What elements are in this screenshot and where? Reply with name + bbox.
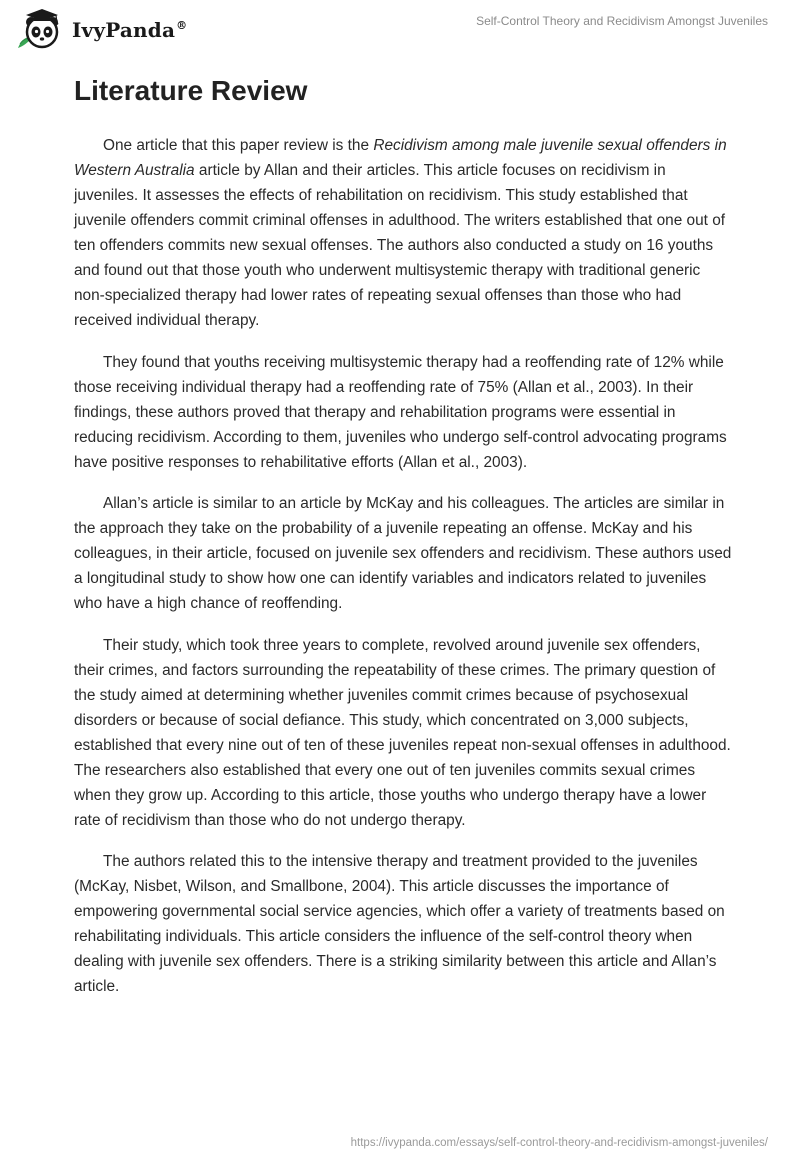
- paragraph-1: One article that this paper review is the Recidivism among male juvenile sexual offenders in Western Australia article by Allan and their articles. This article focuses on recidivism in juveniles. It assesses the effects of rehabilitation on recidivism. This study established that juvenile offenders commit criminal offenses in adulthood. The writers established that one out of ten offenders commits new sexual offenses. The authors also conducted a study on 16 youths and found out that those youth who underwent multisystemic therapy with traditional generic non-specialized therapy had lower rates of repeating sexual offenses than those who had received individual therapy.: [74, 137, 727, 329]
- running-title: Self-Control Theory and Recidivism Amongst Juveniles: [476, 14, 768, 28]
- article-title-citation: Recidivism among male juvenile sexual offenders in Western Australia: [74, 137, 727, 179]
- page-header: [0, 0, 800, 60]
- ivypanda-logo[interactable]: [14, 8, 187, 52]
- logo-text: IvyPanda®: [72, 18, 188, 42]
- article-body: [74, 133, 734, 1016]
- panda-graduate-icon: [14, 8, 70, 52]
- page-title: Literature Review: [74, 75, 308, 106]
- paragraph-5: The authors related this to the intensive therapy and treatment provided to the juveniles (McKay, Nisbet, Wilson, and Smallbone, 2004). This article discusses the importance of empowering governmental social service agencies, which offer a variety of treatments based on rehabilitating individuals. This article considers the influence of the self-control theory when dealing with juvenile sex offenders. There is a striking similarity between this article and Allan’s article.: [74, 853, 725, 995]
- paragraph-2: They found that youths receiving multisystemic therapy had a reoffending rate of 12% while those receiving individual therapy had a reoffending rate of 75% (Allan et al., 2003). In their findings, these authors proved that therapy and rehabilitation programs were essential in reducing recidivism. According to them, juveniles who undergo self-control advocating programs have positive responses to rehabilitative efforts (Allan et al., 2003).: [74, 353, 727, 471]
- paragraph-3: Allan’s article is similar to an article by McKay and his colleagues. The articles are similar in the approach they take on the probability of a juvenile repeating an offense. McKay and his colleagues, in their article, focused on juvenile sex offenders and recidivism. These authors used a longitudinal study to show how one can identify variables and indicators related to juveniles who have a high chance of reoffending.: [74, 495, 732, 612]
- paragraph-4: Their study, which took three years to complete, revolved around juvenile sex offenders, their crimes, and factors surrounding the repeatability of these crimes. The primary question of the study aimed at determining whether juveniles commit crimes because of psychosexual disorders or because of social defiance. This study, which concentrated on 3,000 subjects, established that every nine out of ten of these juveniles repeat non-sexual offenses in adulthood. The researchers also established that every one out of ten juveniles commits sexual crimes when they grow up. According to this article, those youths who undergo therapy have a lower rate of recidivism than those who do not undergo therapy.: [74, 636, 731, 829]
- footer-url[interactable]: https://ivypanda.com/essays/self-control-theory-and-recidivism-amongst-juveniles/: [350, 1137, 768, 1149]
